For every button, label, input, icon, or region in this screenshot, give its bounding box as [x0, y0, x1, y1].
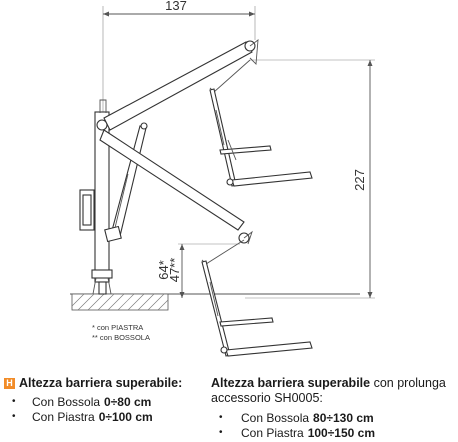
height-dimension-label: 227 — [352, 169, 367, 191]
standard-height-block — [4, 376, 204, 424]
standard-height-title: Altezza barriera superabile: — [19, 376, 183, 390]
extended-height-list — [211, 410, 458, 440]
footnote-plate: * con PIASTRA — [92, 323, 144, 332]
hoist-mast — [80, 100, 112, 294]
low-height-label-plate: 64* — [156, 260, 171, 280]
list-item: • Con Bossola 0÷80 cm — [12, 394, 152, 409]
standard-height-list — [4, 394, 204, 424]
standard-height-heading — [4, 376, 204, 390]
list-item: • Con Bossola 80÷130 cm — [219, 410, 374, 425]
extended-height-block — [211, 376, 458, 440]
specifications — [0, 370, 458, 442]
extended-height-accessory: accessorio SH0005: — [211, 391, 323, 405]
low-height-label-socket: 47** — [167, 257, 182, 283]
width-dimension-label: 137 — [165, 0, 187, 13]
footnote-socket: ** con BOSSOLA — [92, 333, 150, 342]
list-item: • Con Piastra 0÷100 cm — [12, 409, 153, 424]
low-height-dimension — [156, 244, 240, 298]
section-badge: H — [4, 378, 15, 389]
extended-height-heading: Altezza barriera superabile con prolunga — [211, 376, 446, 390]
list-item: • Con Piastra 100÷150 cm — [219, 425, 376, 440]
